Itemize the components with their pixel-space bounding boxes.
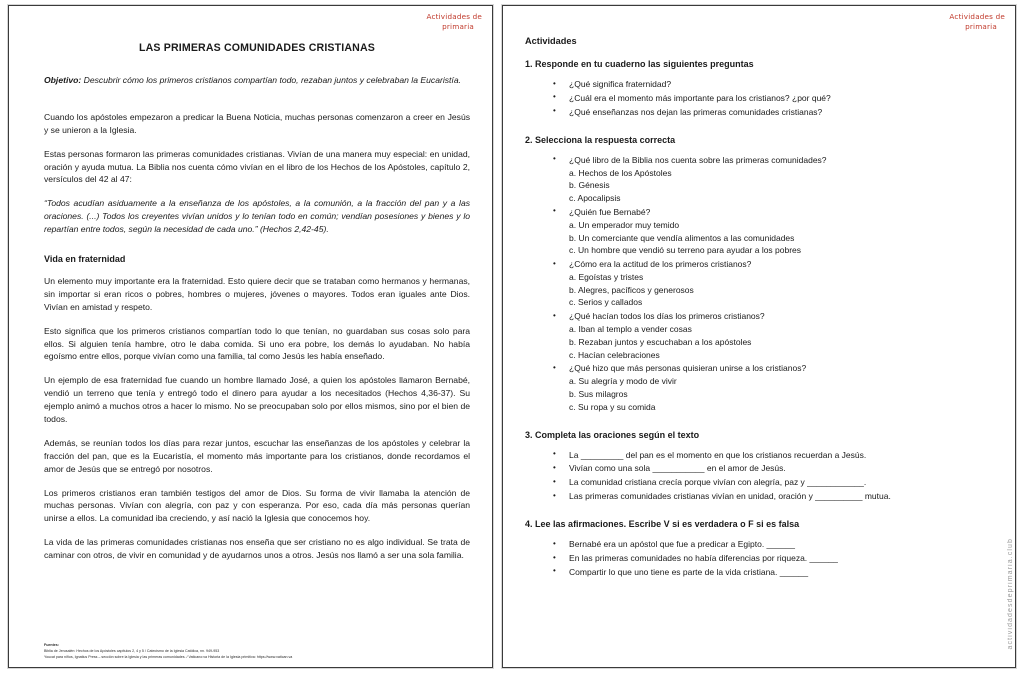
mcq-option[interactable]: a. Un emperador muy temido: [569, 219, 680, 230]
sources-line: Biblia de Jerusalén: Hechos de los Apóstoles capítulos 2, 4 y 5 / Catecismo de la Iglesia Católica, nn. 949-953: [44, 649, 220, 654]
list-item[interactable]: • Compartir lo que uno tiene es parte de la vida cristiana. ______: [553, 566, 989, 579]
mcq-option[interactable]: c. Hacían celebraciones: [569, 349, 660, 360]
mcq-option[interactable]: b. Génesis: [569, 180, 610, 191]
section-3: [525, 430, 989, 504]
mcq-option[interactable]: b. Alegres, pacíficos y generosos: [569, 284, 694, 295]
brand-logo-line1: Actividades de: [426, 12, 483, 21]
sources-line: Youcat para niños, Ignatius Press – sección sobre la Iglesia y las primeras comunidades. / Vaticano:va Historia de la Iglesia primitiva: https://www.vatican.va: [44, 655, 293, 660]
mcq-options: [569, 167, 989, 205]
mcq-option[interactable]: b. Un comerciante que vendía alimentos a las comunidades: [569, 232, 795, 243]
section-1: [525, 59, 989, 119]
mcq-option[interactable]: c. Serios y callados: [569, 297, 643, 308]
paragraph: Estas personas formaron las primeras comunidades cristianas. Vivían de una manera muy especial: en unidad, oración y ayuda mutua. La Biblia nos cuenta cómo vivían en el libro de los Hechos de los Apóstoles, capítulo 2, versículos del 42 al 47:: [44, 148, 471, 185]
paragraph: La vida de las primeras comunidades cristianas nos enseña que ser cristiano no es algo individual. Se trata de caminar con otros, de vivir en comunidad y de ayudarnos unos a otros. Jesús nos llamó a ser una sola familia.: [44, 537, 471, 561]
mcq-option[interactable]: a. Su alegría y modo de vivir: [569, 376, 677, 387]
mcq-options: [569, 323, 989, 361]
section-1-list: [525, 78, 989, 119]
mcq-question: ¿Qué hacían todos los días los primeros cristianos?: [569, 311, 765, 322]
mcq-option[interactable]: b. Rezaban juntos y escuchaban a los apóstoles: [569, 336, 752, 347]
mcq-question: ¿Quién fue Bernabé?: [569, 206, 651, 217]
objetivo-text: Descubrir cómo los primeros cristianos compartían todo, rezaban juntos y celebraban la Eucaristía.: [81, 75, 461, 85]
section-3-title: 3. Completa las oraciones según el texto: [525, 429, 700, 440]
list-item: [553, 362, 989, 413]
list-item[interactable]: • La comunidad cristiana crecía porque vivían con alegría, paz y ____________.: [553, 476, 989, 489]
paragraph: Un elemento muy importante era la fraternidad. Esto quiere decir que se trataban como hermanos y hermanas, sin importar si eran ricos o pobres, hombres o mujeres, jóvenes o mayores. Todos eran iguales ante Dios. Vivían en amistad y respeto.: [44, 276, 471, 312]
mcq-option[interactable]: a. Iban al templo a vender cosas: [569, 324, 692, 335]
brand-logo: [949, 12, 1005, 33]
list-item: [553, 154, 989, 205]
mcq-option[interactable]: a. Egoístas y tristes: [569, 271, 644, 282]
paragraph: Esto significa que los primeros cristianos compartían todo lo que tenían, no guardaban sus cosas solo para ellos. Si alguien tenía hambre, otro le daba comida. Si uno era pobre, los demás lo ayudaban. No había egoísmo entre ellos, porque vivían como una familia, tal como Jesús les había enseñado.: [44, 325, 471, 362]
section-4-list: [525, 538, 989, 579]
mcq-options: [569, 219, 989, 257]
page-right: [502, 5, 1016, 668]
right-page-content: [503, 6, 1015, 579]
list-item[interactable]: • La _________ del pan es el momento en que los cristianos recuerdan a Jesús.: [553, 449, 989, 462]
page-left: [8, 5, 493, 668]
sources-title: Fuentes:: [44, 643, 59, 648]
mcq-question: ¿Qué hizo que más personas quisieran unirse a los cristianos?: [569, 363, 807, 374]
list-item: [553, 258, 989, 309]
left-page-content: [9, 6, 492, 562]
list-item[interactable]: • En las primeras comunidades no había diferencias por riqueza. ______: [553, 552, 989, 565]
brand-logo-line2: primaria: [965, 22, 997, 32]
section-3-list: [525, 449, 989, 504]
paragraph: Cuando los apóstoles empezaron a predicar la Buena Noticia, muchas personas comenzaron a creer en Jesús y se unieron a la Iglesia.: [44, 111, 471, 135]
brand-logo: [426, 12, 482, 33]
list-item[interactable]: • Vivían como una sola ___________ en el amor de Jesús.: [553, 462, 989, 475]
sources-footnote: [44, 643, 478, 661]
mcq-option[interactable]: c. Apocalipsis: [569, 193, 621, 204]
mcq-option[interactable]: a. Hechos de los Apóstoles: [569, 167, 672, 178]
list-item[interactable]: • Las primeras comunidades cristianas vivían en unidad, oración y __________ mutua.: [553, 490, 989, 503]
mcq-question: ¿Cómo era la actitud de los primeros cristianos?: [569, 259, 752, 270]
section-2-title: 2. Selecciona la respuesta correcta: [525, 134, 676, 145]
list-item: [553, 310, 989, 361]
site-watermark: actividadesdeprimaria.club: [1007, 537, 1014, 649]
page-title: LAS PRIMERAS COMUNIDADES CRISTIANAS: [139, 42, 375, 54]
list-item[interactable]: • Bernabé era un apóstol que fue a predicar a Egipto. ______: [553, 538, 989, 551]
list-item: • ¿Qué significa fraternidad?: [553, 78, 989, 91]
section-4-title: 4. Lee las afirmaciones. Escribe V si es verdadera o F si es falsa: [525, 519, 800, 530]
brand-logo-line2: primaria: [442, 22, 475, 32]
mcq-options: [569, 375, 989, 413]
section-4: [525, 519, 989, 579]
objetivo-label: Objetivo:: [44, 75, 82, 85]
scripture-quote: “Todos acudían asiduamente a la enseñanza de los apóstoles, a la comunión, a la fracción del pan y a las oraciones. (...) Todos los creyentes vivían unidos y lo tenían todo en común; vendían posesiones y bienes y lo repartían entre todos, según la necesidad de cada uno.” (Hechos 2,42-45).: [44, 198, 471, 235]
section-2-list: [525, 154, 989, 414]
section-1-title: 1. Responde en tu cuaderno las siguientes preguntas: [525, 59, 754, 69]
list-item: • ¿Cuál era el momento más importante para los cristianos? ¿por qué?: [553, 92, 989, 105]
mcq-question: ¿Qué libro de la Biblia nos cuenta sobre las primeras comunidades?: [569, 154, 827, 165]
mcq-option[interactable]: c. Un hombre que vendió su terreno para ayudar a los pobres: [569, 245, 802, 256]
objetivo-block: [44, 74, 470, 87]
section-subheading: Vida en fraternidad: [44, 254, 126, 265]
paragraph: Además, se reunían todos los días para rezar juntos, escuchar las enseñanzas de los apóstoles y celebrar la fracción del pan, que es la Eucaristía, el momento más importante para los cristianos, donde recordamos el amor de Jesús que se entregó por nosotros.: [44, 437, 471, 474]
list-item: [553, 206, 989, 257]
mcq-option[interactable]: b. Sus milagros: [569, 389, 628, 399]
paragraph: Los primeros cristianos eran también testigos del amor de Dios. Su forma de vivir llamaba la atención de muchas personas. Vivían con alegría, con paz y con esperanza. Por eso, cada día más personas querían unirse a ellos. La comunidad iba creciendo, y así nació la Iglesia que conocemos hoy.: [44, 487, 471, 524]
list-item: • ¿Qué enseñanzas nos dejan las primeras comunidades cristianas?: [553, 106, 989, 119]
section-2: [525, 135, 989, 414]
brand-logo-line1: Actividades de: [949, 12, 1005, 21]
mcq-options: [569, 271, 989, 309]
activities-title: Actividades: [525, 36, 577, 46]
mcq-option[interactable]: c. Su ropa y su comida: [569, 401, 656, 412]
paragraph: Un ejemplo de esa fraternidad fue cuando un hombre llamado José, a quien los apóstoles llamaron Bernabé, vendió un terreno que tenía y entregó todo el dinero para ayudar a los necesitados (Hechos 4,36-37). Su ejemplo animó a muchos otros a hacer lo mismo. No se preocupaban solo por ellos mismos, sino por el bien de todos.: [44, 375, 471, 425]
